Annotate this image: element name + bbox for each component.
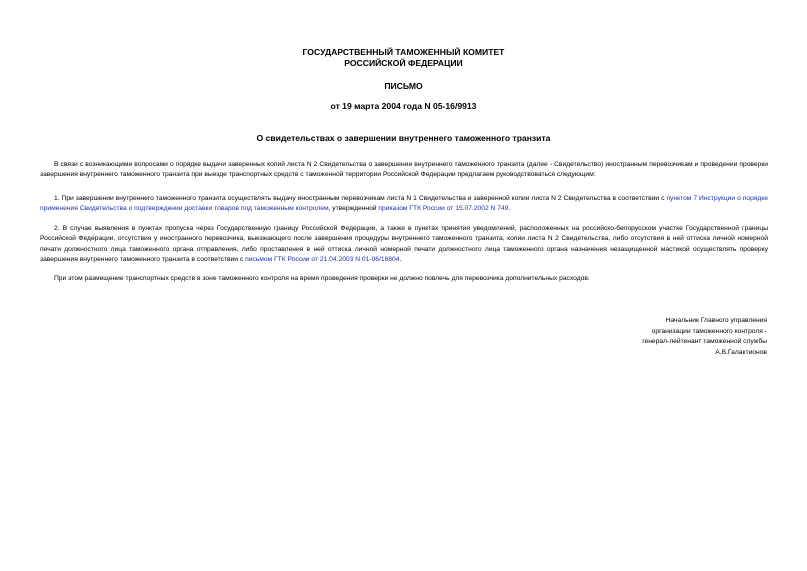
paragraph-item-2: [40, 224, 768, 266]
signature-position-line-2: организации таможенного контроля -: [651, 327, 767, 335]
paragraph-item-1-text-start: 1. При завершении внутреннего таможенного транзита осуществлять выдачу иностранным перевозчикам листа N 1 Свидетельства и заверенной копии листа N 2 Свидетельства в соответствии с: [54, 195, 667, 202]
paragraph-intro-text: В связи с возникающими вопросами о порядке выдачи заверенных копий листа N 2 Свидетельства о завершении внутреннего таможенного транзита (далее - Свидетельство) иностранным перевозчикам и проведении проверки завершения внутреннего таможенного транзита при выезде транспортных средств с таможенной территории Российской Федерации предлагаем руководствоваться следующим:: [40, 161, 768, 179]
paragraph-closing-text: При этом размещение транспортных средств в зоне таможенного контроля на время проведения проверки не должно повлечь для перевозчика дополнительных расходов.: [54, 275, 590, 282]
signature-position-line-1: Начальник Главного управления: [665, 317, 767, 324]
paragraph-item-1: [40, 194, 768, 215]
signature-rank: генерал-лейтенант таможенной службы: [642, 338, 767, 346]
paragraph-closing: [40, 274, 768, 284]
document-title: О свидетельствах о завершении внутреннего таможенного транзита: [256, 133, 551, 143]
link-letter-16804[interactable]: письмом ГТК России от 21.04.2003 N 01-06/16804: [245, 256, 400, 264]
signature-block: [642, 316, 767, 359]
paragraph-item-2-text-end: .: [399, 256, 402, 264]
organization-line-2: РОССИЙСКОЙ ФЕДЕРАЦИИ: [344, 57, 463, 68]
paragraph-item-1-text-middle: , утвержденной: [328, 205, 379, 213]
document-date-number: от 19 марта 2004 года N 05-16/9913: [330, 101, 477, 111]
signatory-name: А.В.Галактионов: [715, 349, 767, 357]
link-instruction-item-7[interactable]: пунктом 7 Инструкции о порядке применения Свидетельства о подтверждении доставки товаров под таможенным контролем: [40, 195, 769, 213]
link-order-749[interactable]: приказом ГТК России от 15.07.2002 N 749: [378, 205, 509, 213]
document-type: ПИСЬМО: [384, 81, 423, 91]
paragraph-intro: [40, 160, 768, 181]
issuing-organization: [0, 47, 807, 68]
paragraph-item-1-text-end: .: [508, 205, 511, 213]
paragraph-item-2-text-start: 2. В случае выявления в пунктах пропуска через Государственную границу Российской Федерации, а также в пунктах принятия уведомлений, расположенных на российско-белорусском участке Государственной границы Российской Федерации, отсутствия у иностранного перевозчика, выезжающего после завершения процедуры внутреннего таможенного транзита, копии листа N 2 Свидетельства, либо отсутствия в ней оттиска личной номерной печати должностного лица таможенного органа отправления, либо проставления в ней оттиска личной номерной печати должностного лица таможенного органа назначения незащищенной мастикой осуществлять проверку завершения внутреннего таможенного транзита в соответствии с: [40, 225, 768, 264]
organization-line-1: ГОСУДАРСТВЕННЫЙ ТАМОЖЕННЫЙ КОМИТЕТ: [302, 47, 505, 57]
